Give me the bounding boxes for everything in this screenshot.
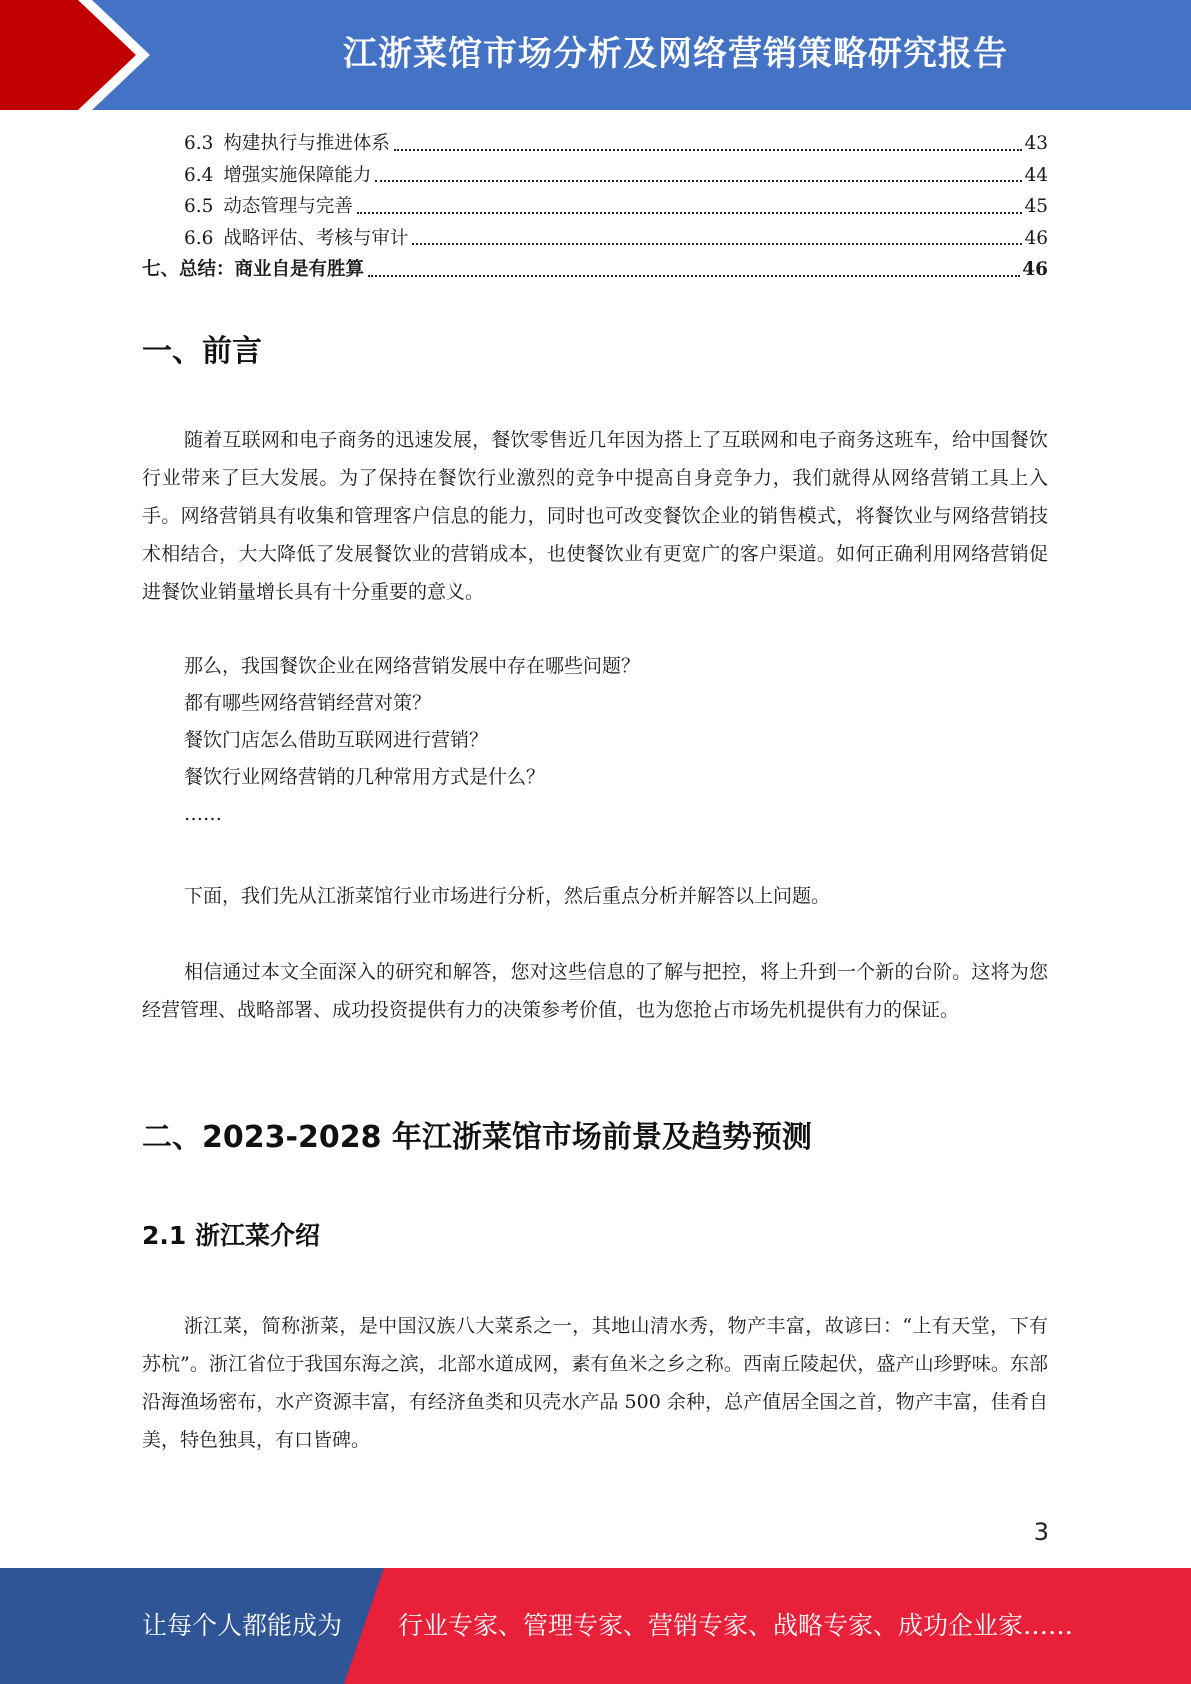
intro-paragraph: 随着互联网和电子商务的迅速发展，餐饮零售近几年因为搭上了互联网和电子商务这班车，给中国餐饮行业带来了巨大发展。为了保持在餐饮行业激烈的竞争中提高自身竞争力，我们就得从网络营销工具上入手。网络营销具有收集和管理客户信息的能力，同时也可改变餐饮企业的销售模式，将餐饮业与网络营销技术相结合，大大降低了发展餐饮业的营销成本，也使餐饮业有更宽广的客户渠道。如何正确利用网络营销促进餐饮业销量增长具有十分重要的意义。 [142, 429, 1048, 603]
list-item: …… [184, 803, 222, 825]
toc-leader [412, 243, 1022, 245]
body-paragraph: 下面，我们先从江浙菜馆行业市场进行分析，然后重点分析并解答以上问题。 [184, 885, 831, 907]
toc-leader [375, 180, 1022, 182]
body-paragraph: 浙江菜，简称浙菜，是中国汉族八大菜系之一，其地山清水秀，物产丰富，故谚曰：“上有天堂，下有苏杭”。浙江省位于我国东海之滨，北部水道成网，素有鱼米之乡之称。西南丘陵起伏，盛产山珍野味。东部沿海渔场密布，水产资源丰富，有经济鱼类和贝壳水产品 500 余种，总产值居全国之首，物产丰富，佳肴自美，特色独具，有口皆碑。 [142, 1315, 1048, 1451]
toc-leader [357, 212, 1023, 214]
table-of-contents [142, 128, 1048, 286]
report-title: 江浙菜馆市场分析及网络营销策略研究报告 [343, 34, 1008, 74]
toc-item-chapter[interactable] [142, 254, 1048, 286]
list-item: 都有哪些网络营销经营对策？ [184, 692, 432, 714]
question-list [184, 648, 1044, 833]
footer-slogan-left: 让每个人都能成为 [142, 1611, 343, 1640]
toc-label: 七、总结：商业自是有胜算 [142, 259, 365, 280]
toc-number: 6.3 [184, 133, 214, 154]
toc-label: 增强实施保障能力 [223, 164, 372, 186]
toc-item[interactable] [142, 191, 1048, 223]
list-item: 餐饮行业网络营销的几种常用方式是什么？ [184, 766, 546, 788]
toc-label: 战略评估、考核与审计 [223, 227, 409, 249]
body-paragraph: 相信通过本文全面深入的研究和解答，您对这些信息的了解与把控，将上升到一个新的台阶。这将为您经营管理、战略部署、成功投资提供有力的决策参考价值，也为您抢占市场先机提供有力的保证。 [142, 961, 1048, 1021]
toc-number: 6.6 [184, 227, 214, 249]
toc-page: 44 [1024, 164, 1048, 186]
toc-label: 构建执行与推进体系 [223, 133, 390, 154]
footer-band [0, 1568, 1191, 1684]
toc-page: 45 [1024, 196, 1048, 217]
list-item: 餐饮门店怎么借助互联网进行营销？ [184, 729, 489, 751]
toc-number: 6.4 [184, 164, 214, 186]
header-arrow-icon [0, 0, 160, 110]
toc-item[interactable] [142, 128, 1048, 160]
toc-leader [368, 275, 1020, 277]
toc-page: 43 [1024, 133, 1048, 154]
section-heading: 一、前言 [142, 334, 262, 369]
toc-page: 46 [1022, 259, 1048, 280]
toc-label: 动态管理与完善 [223, 196, 353, 217]
footer-slogan-right: 行业专家、管理专家、营销专家、战略专家、成功企业家…… [398, 1611, 1074, 1640]
page-number: 3 [1033, 1518, 1049, 1546]
toc-leader [394, 149, 1023, 151]
toc-item[interactable] [142, 160, 1048, 192]
toc-item[interactable] [142, 223, 1048, 255]
toc-number: 6.5 [184, 196, 214, 217]
header-band [0, 0, 1191, 110]
list-item: 那么，我国餐饮企业在网络营销发展中存在哪些问题？ [184, 655, 641, 677]
subsection-heading: 2.1 浙江菜介绍 [142, 1221, 320, 1250]
toc-page: 46 [1024, 227, 1048, 249]
section-heading: 二、2023-2028 年江浙菜馆市场前景及趋势预测 [142, 1120, 812, 1155]
